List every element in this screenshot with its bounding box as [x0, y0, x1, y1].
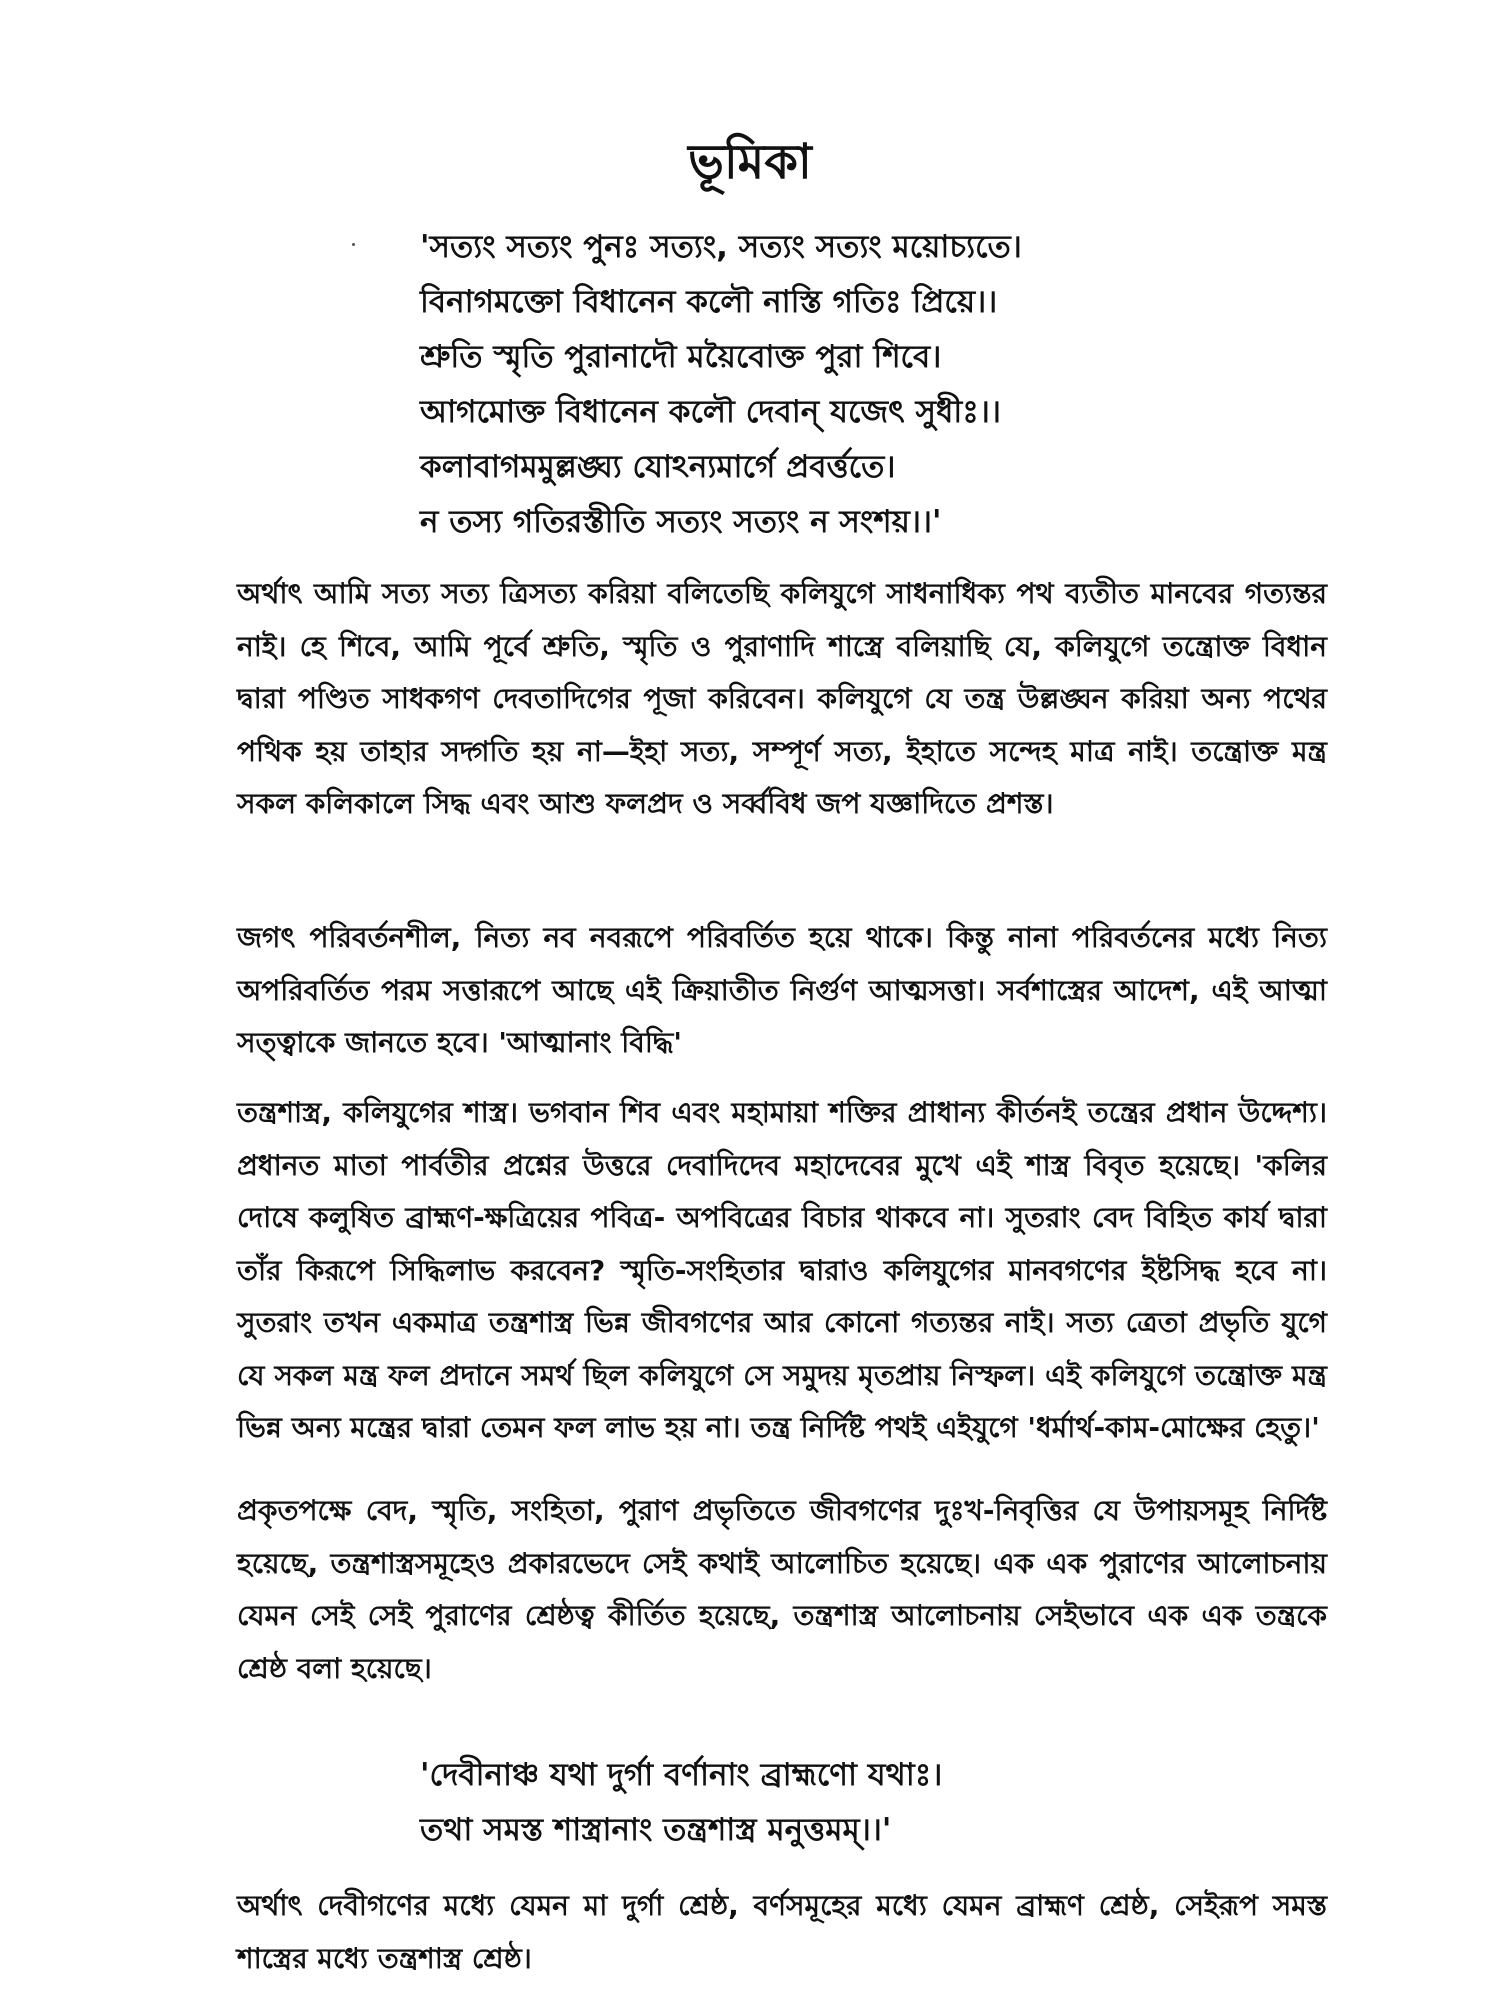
paragraph-4: প্রকৃতপক্ষে বেদ, স্মৃতি, সংহিতা, পুরাণ প্রভৃতিতে জীবগণের দুঃখ-নিবৃত্তির যে উপায়সমূহ নির্দিষ্ট হয়েছে, তন্ত্রশাস্ত্রসমূহেও প্রকারভেদে সেই কথাই আলোচিত হয়েছে। এক এক পুরাণের আলোচনায় যেমন সেই সেই পুরাণের শ্রেষ্ঠত্ব কীর্তিত হয়েছে, তন্ত্রশাস্ত্র আলোচনায় সেইভাবে এক এক তন্ত্রকে শ্রেষ্ঠ বলা হয়েছে। — [237, 1494, 1327, 1685]
verse-line: তথা সমস্ত শাস্ত্রানাং তন্ত্রশাস্ত্র মনুত্তমম্।।' — [420, 1812, 892, 1848]
print-speck — [352, 243, 355, 246]
paragraph-2: জগৎ পরিবর্তনশীল, নিত্য নব নবরূপে পরিবর্তিত হয়ে থাকে। কিন্তু নানা পরিবর্তনের মধ্যে নিত্য অপরিবর্তিত পরম সত্তারূপে আছে এই ক্রিয়াতীত নির্গুণ আত্মসত্তা। সর্বশাস্ত্রের আদেশ, এই আত্মা সত্ত্বাকে জানতে হবে। 'আত্মানাং বিদ্ধি' — [237, 921, 1327, 1059]
verse-line: বিনাগমক্তো বিধানেন কলৌ নাস্তি গতিঃ প্রিয়ে।। — [420, 284, 998, 320]
verse-block-1 — [420, 223, 1022, 553]
verse-block-2 — [420, 1751, 942, 1861]
verse-line: শ্রুতি স্মৃতি পুরানাদৌ ময়ৈবোক্ত পুরা শিবে। — [420, 339, 942, 375]
paragraph-3: তন্ত্রশাস্ত্র, কলিযুগের শাস্ত্র। ভগবান শিব এবং মহামায়া শক্তির প্রাধান্য কীর্তনই তন্ত্রের প্রধান উদ্দেশ্য। প্রধানত মাতা পার্বতীর প্রশ্নের উত্তরে দেবাদিদেব মহাদেবের মুখে এই শাস্ত্র বিবৃত হয়েছে। 'কলির দোষে কলুষিত ব্রাহ্মণ-ক্ষত্রিয়ের পবিত্র- অপবিত্রের বিচার থাকবে না। সুতরাং বেদ বিহিত কার্য দ্বারা তাঁর কিরূপে সিদ্ধিলাভ করবেন? স্মৃতি-সংহিতার দ্বারাও কলিযুগের মানবগণের ইষ্টসিদ্ধ হবে না। সুতরাং তখন একমাত্র তন্ত্রশাস্ত্র ভিন্ন জীবগণের আর কোনো গত্যন্তর নাই। সত্য ত্রেতা প্রভৃতি যুগে যে সকল মন্ত্র ফল প্রদানে সমর্থ ছিল কলিযুগে সে সমুদয় মৃতপ্রায় নিস্ফল। এই কলিযুগে তন্ত্রোক্ত মন্ত্র ভিন্ন অন্য মন্ত্রের দ্বারা তেমন ফল লাভ হয় না। তন্ত্র নির্দিষ্ট পথই এইযুগে 'ধর্মার্থ-কাম-মোক্ষের হেতু।' — [237, 1096, 1327, 1444]
page-title: ভূমিকা — [688, 134, 812, 190]
verse-line: আগমোক্ত বিধানেন কলৌ দেবান্ যজেৎ সুধীঃ।। — [420, 394, 1001, 430]
verse-line: ন তস্য গতিরস্তীতি সত্যং সত্যং ন সংশয়।।' — [420, 504, 942, 540]
verse-line: 'দেবীনাঞ্চ যথা দুর্গা বর্ণানাং ব্রাহ্মণো যথাঃ। — [420, 1757, 943, 1793]
verse-line: কলাবাগমমুল্লঙ্ঘ্য যোঽন্যমার্গে প্রবর্ত্ততে। — [420, 449, 896, 485]
verse-line: 'সত্যং সত্যং পুনঃ সত্যং, সত্যং সত্যং ময়োচ্যতে। — [420, 229, 1022, 265]
paragraph-5: অর্থাৎ দেবীগণের মধ্যে যেমন মা দুর্গা শ্রেষ্ঠ, বর্ণসমূহের মধ্যে যেমন ব্রাহ্মণ শ্রেষ্ঠ, সেইরূপ সমস্ত শাস্ত্রের মধ্যে তন্ত্রশাস্ত্র শ্রেষ্ঠ। — [237, 1889, 1327, 1975]
paragraph-1: অর্থাৎ আমি সত্য সত্য ত্রিসত্য করিয়া বলিতেছি কলিযুগে সাধনাধিক্য পথ ব্যতীত মানবের গত্যন্তর নাই। হে শিবে, আমি পূর্বে শ্রুতি, স্মৃতি ও পুরাণাদি শাস্ত্রে বলিয়াছি যে, কলিযুগে তন্ত্রোক্ত বিধান দ্বারা পণ্ডিত সাধকগণ দেবতাদিগের পূজা করিবেন। কলিযুগে যে তন্ত্র উল্লঙ্ঘন করিয়া অন্য পথের পথিক হয় তাহার সদ্গতি হয় না—ইহা সত্য, সম্পূর্ণ সত্য, ইহাতে সন্দেহ মাত্র নাই। তন্ত্রোক্ত মন্ত্র সকল কলিকালে সিদ্ধ এবং আশু ফলপ্রদ ও সর্ব্ববিধ জপ যজ্ঞাদিতে প্রশস্ত। — [237, 577, 1327, 820]
